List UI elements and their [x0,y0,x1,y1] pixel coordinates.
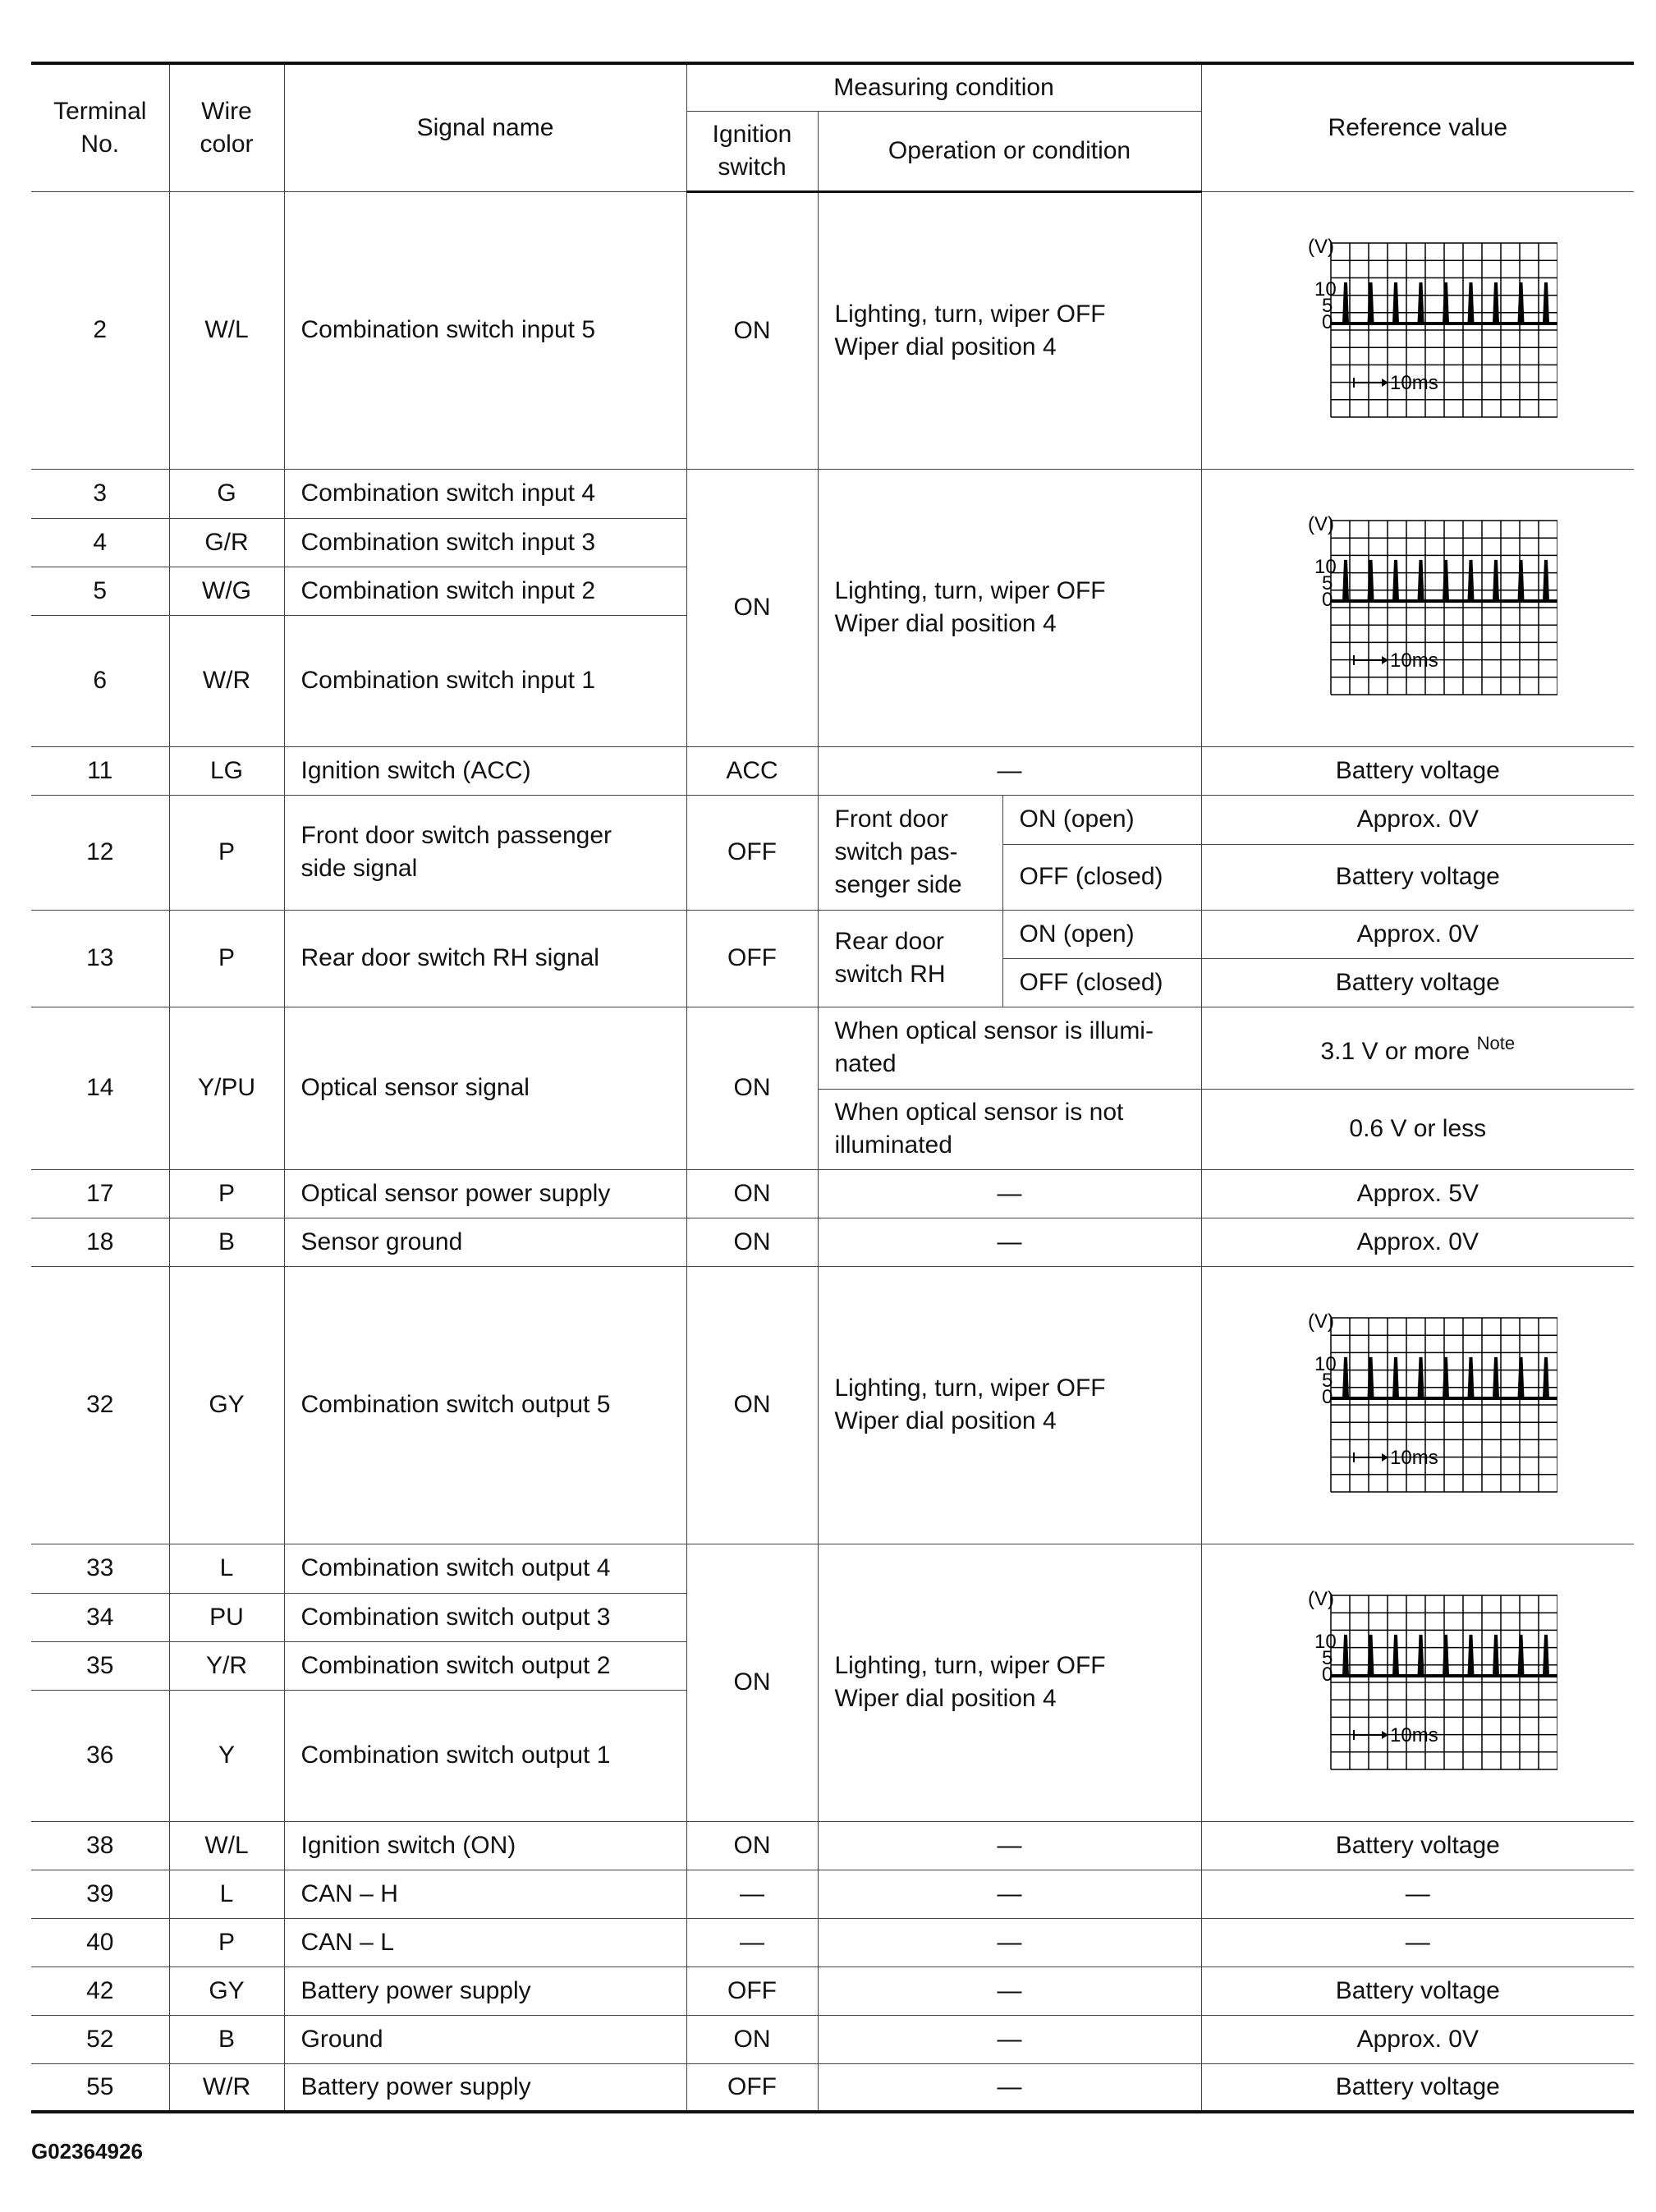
tick-label-0: 0 [1321,589,1333,611]
terminal-cell: 5 [31,567,169,615]
ignition-cell: ON [686,1821,818,1870]
terminal-cell: 18 [31,1218,169,1266]
reference-value-cell: Battery voltage [1201,1966,1634,2015]
sub-condition-cell [818,795,1002,910]
wire-color-cell: L [169,1870,284,1918]
waveform-graph [1278,1310,1557,1500]
condition-cell: — [818,746,1201,795]
reference-value-cell: Approx. 0V [1201,795,1634,844]
signal-name-cell: Optical sensor power supply [284,1169,686,1218]
wire-color-cell: G/R [169,518,284,567]
state-cell: OFF (closed) [1002,958,1201,1007]
waveform-grid [1331,1595,1557,1769]
waveform-grid [1331,1318,1557,1492]
ignition-cell: OFF [686,1966,818,2015]
terminal-cell: 12 [31,795,169,910]
wire-color-cell: P [169,1918,284,1966]
terminal-cell: 52 [31,2015,169,2063]
ignition-cell: OFF [686,910,818,1007]
terminal-cell: 34 [31,1593,169,1641]
condition-cell [818,469,1201,746]
reference-value-cell: Approx. 5V [1201,1169,1634,1218]
ignition-cell: ON [686,191,818,469]
condition-line: nated [834,1050,897,1077]
condition-line: Lighting, turn, wiper OFF [834,577,1106,604]
wire-color-cell: Y [169,1690,284,1821]
wire-color-cell: P [169,910,284,1007]
terminal-cell: 4 [31,518,169,567]
wire-color-cell: L [169,1544,284,1593]
reference-value-cell: Battery voltage [1201,1821,1634,1870]
table-row [31,1266,1634,1544]
waveform-trace [1331,560,1557,601]
condition-cell: — [818,1870,1201,1918]
wire-color-cell: W/L [169,191,284,469]
ignition-cell: ON [686,1544,818,1821]
condition-cell: — [818,1218,1201,1266]
terminal-cell: 35 [31,1641,169,1690]
table-row [31,1870,1634,1918]
reference-value-cell: — [1201,1870,1634,1918]
axis-unit-label: (V) [1307,513,1334,535]
tick-label-5: 5 [1321,1370,1333,1392]
signal-name-cell: Battery power supply [284,1966,686,2015]
signal-name-cell: Ignition switch (ACC) [284,746,686,795]
reference-value-cell: Battery voltage [1201,844,1634,910]
wire-color-cell: GY [169,1266,284,1544]
table-row [31,2063,1634,2112]
table-row [31,469,1634,518]
header-operation-condition: Operation or condition [818,111,1201,191]
signal-name-cell: Ground [284,2015,686,2063]
table-row [31,746,1634,795]
condition-line: Wiper dial position 4 [834,1407,1057,1434]
condition-cell: — [818,1169,1201,1218]
waveform-cell [1201,191,1634,469]
reference-value-cell [1201,1007,1634,1089]
condition-cell [818,191,1201,469]
table-row [31,795,1634,844]
waveform-grid [1331,243,1557,417]
terminal-cell: 39 [31,1870,169,1918]
condition-line: illuminated [834,1131,952,1159]
axis-unit-label: (V) [1307,1588,1334,1610]
table-row [31,910,1634,958]
sub-condition-line: switch pas- [834,838,958,865]
ignition-cell: — [686,1918,818,1966]
signal-name-cell: Sensor ground [284,1218,686,1266]
header-signal-name: Signal name [284,63,686,191]
signal-name-line: Front door switch passenger [300,822,612,849]
time-scale-arrow [1354,1452,1388,1462]
terminal-cell: 17 [31,1169,169,1218]
condition-cell [818,1089,1201,1169]
terminal-cell: 32 [31,1266,169,1544]
time-scale-label: 10ms [1389,1447,1438,1469]
wire-color-cell: W/G [169,567,284,615]
header-terminal: Terminal No. [31,63,169,191]
waveform-graph [1278,1587,1557,1778]
terminal-cell: 3 [31,469,169,518]
signal-name-cell: Combination switch input 2 [284,567,686,615]
terminal-cell: 40 [31,1918,169,1966]
tick-label-0: 0 [1321,1386,1333,1408]
wire-color-cell: W/R [169,2063,284,2112]
tick-label-5: 5 [1321,295,1333,317]
header-measuring-condition: Measuring condition [686,63,1201,111]
condition-line: Wiper dial position 4 [834,333,1057,360]
state-cell: ON (open) [1002,795,1201,844]
reference-value-cell: Battery voltage [1201,2063,1634,2112]
terminal-cell: 2 [31,191,169,469]
terminal-cell: 13 [31,910,169,1007]
axis-unit-label: (V) [1307,236,1334,258]
table-row [31,191,1634,469]
sub-condition-line: senger side [834,871,962,898]
signal-name-cell: Combination switch input 3 [284,518,686,567]
terminal-cell: 38 [31,1821,169,1870]
table-row [31,1821,1634,1870]
header-ignition-switch: Ignition switch [686,111,818,191]
signal-name-cell [284,795,686,910]
reference-value-cell: Battery voltage [1201,958,1634,1007]
table-row [31,1007,1634,1089]
signal-name-cell: Combination switch output 2 [284,1641,686,1690]
wire-color-cell: Y/PU [169,1007,284,1169]
wire-color-cell: B [169,1218,284,1266]
reference-value-cell: Approx. 0V [1201,910,1634,958]
signal-name-cell: Optical sensor signal [284,1007,686,1169]
signal-name-cell: Combination switch output 4 [284,1544,686,1593]
condition-line: Wiper dial position 4 [834,610,1057,637]
signal-name-cell: Combination switch input 5 [284,191,686,469]
header-wire-color: Wire color [169,63,284,191]
condition-line: Lighting, turn, wiper OFF [834,1374,1106,1402]
figure-id: G02364926 [31,2139,143,2164]
terminal-cell: 42 [31,1966,169,2015]
tick-label-0: 0 [1321,311,1333,333]
time-scale-label: 10ms [1389,1724,1438,1746]
terminal-cell: 11 [31,746,169,795]
signal-name-cell: Combination switch output 3 [284,1593,686,1641]
condition-line: When optical sensor is not [834,1099,1124,1126]
time-scale-arrow [1354,378,1388,388]
state-cell: OFF (closed) [1002,844,1201,910]
signal-name-cell: Rear door switch RH signal [284,910,686,1007]
wire-color-cell: W/L [169,1821,284,1870]
condition-line: Lighting, turn, wiper OFF [834,300,1106,328]
terminal-cell: 36 [31,1690,169,1821]
table-row [31,1218,1634,1266]
reference-value-cell: Approx. 0V [1201,1218,1634,1266]
signal-name-cell: Ignition switch (ON) [284,1821,686,1870]
condition-cell [818,1266,1201,1544]
tick-label-5: 5 [1321,1647,1333,1669]
tick-label-10: 10 [1314,556,1337,578]
wire-color-cell: B [169,2015,284,2063]
table-row [31,1918,1634,1966]
ignition-cell: ON [686,1007,818,1169]
signal-name-line: side signal [300,855,418,882]
tick-label-10: 10 [1314,1353,1337,1375]
waveform-trace [1331,1635,1557,1676]
condition-cell: — [818,1918,1201,1966]
sub-condition-line: Front door [834,805,948,833]
ignition-cell: ON [686,469,818,746]
reference-value-cell: 0.6 V or less [1201,1089,1634,1169]
waveform-cell [1201,1266,1634,1544]
terminal-cell: 14 [31,1007,169,1169]
sub-condition-line: switch RH [834,961,946,988]
condition-cell [818,1007,1201,1089]
wire-color-cell: W/R [169,615,284,746]
ignition-cell: — [686,1870,818,1918]
terminal-cell: 6 [31,615,169,746]
tick-label-0: 0 [1321,1664,1333,1686]
waveform-cell [1201,1544,1634,1821]
table-row [31,1169,1634,1218]
reference-value-cell: Battery voltage [1201,746,1634,795]
wire-color-cell: PU [169,1593,284,1641]
time-scale-label: 10ms [1389,372,1438,394]
signal-name-cell: Combination switch input 1 [284,615,686,746]
ignition-cell: ON [686,1266,818,1544]
terminal-reference-table [31,62,1634,2118]
table-row [31,1544,1634,1593]
ignition-cell: ON [686,1169,818,1218]
signal-name-cell: Combination switch output 1 [284,1690,686,1821]
axis-unit-label: (V) [1307,1310,1334,1333]
ignition-cell: ACC [686,746,818,795]
signal-name-cell: Battery power supply [284,2063,686,2112]
condition-cell [818,1544,1201,1821]
wire-color-cell: P [169,795,284,910]
tick-label-5: 5 [1321,572,1333,594]
condition-line: When optical sensor is illumi- [834,1017,1154,1044]
reference-value-text: 3.1 V or more [1320,1038,1470,1065]
time-scale-label: 10ms [1389,649,1438,672]
condition-cell: — [818,2015,1201,2063]
waveform-graph [1278,235,1557,425]
wire-color-cell: P [169,1169,284,1218]
condition-cell: — [818,2063,1201,2112]
ignition-cell: ON [686,1218,818,1266]
table-row [31,2015,1634,2063]
ignition-cell: OFF [686,795,818,910]
state-cell: ON (open) [1002,910,1201,958]
data-table [31,62,1634,2113]
terminal-cell: 55 [31,2063,169,2112]
wire-color-cell: LG [169,746,284,795]
note-marker: Note [1476,1033,1516,1053]
time-scale-arrow [1354,655,1388,665]
ignition-cell: ON [686,2015,818,2063]
sub-condition-cell [818,910,1002,1007]
signal-name-cell: Combination switch input 4 [284,469,686,518]
waveform-trace [1331,1357,1557,1398]
waveform-trace [1331,282,1557,324]
signal-name-cell: CAN – L [284,1918,686,1966]
waveform-graph [1278,512,1557,703]
wire-color-cell: G [169,469,284,518]
condition-line: Lighting, turn, wiper OFF [834,1652,1106,1679]
condition-cell: — [818,1821,1201,1870]
table-row [31,1966,1634,2015]
condition-line: Wiper dial position 4 [834,1685,1057,1712]
time-scale-arrow [1354,1730,1388,1740]
terminal-cell: 33 [31,1544,169,1593]
waveform-grid [1331,521,1557,695]
signal-name-cell: Combination switch output 5 [284,1266,686,1544]
waveform-cell [1201,469,1634,746]
reference-value-cell: — [1201,1918,1634,1966]
tick-label-10: 10 [1314,278,1337,301]
condition-cell: — [818,1966,1201,2015]
signal-name-cell: CAN – H [284,1870,686,1918]
ignition-cell: OFF [686,2063,818,2112]
sub-condition-line: Rear door [834,928,944,955]
reference-value-cell: Approx. 0V [1201,2015,1634,2063]
wire-color-cell: Y/R [169,1641,284,1690]
wire-color-cell: GY [169,1966,284,2015]
tick-label-10: 10 [1314,1631,1337,1653]
header-reference-value: Reference value [1201,63,1634,191]
